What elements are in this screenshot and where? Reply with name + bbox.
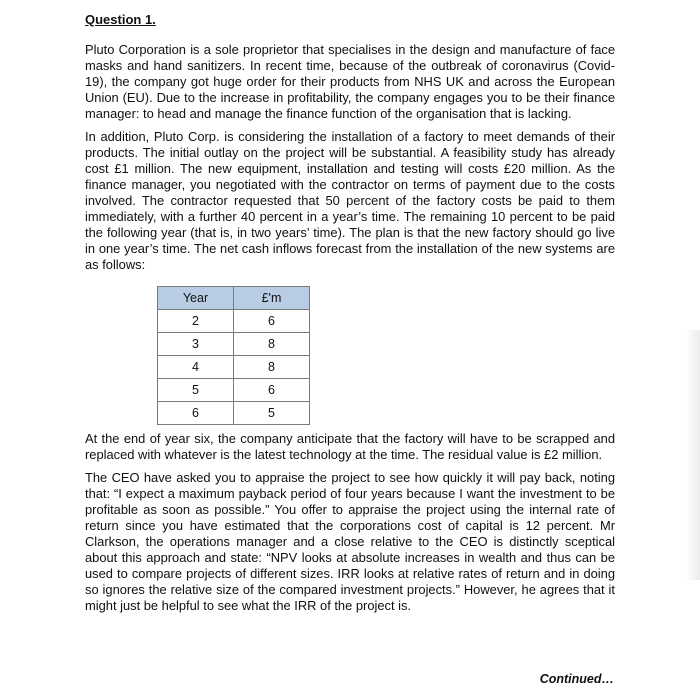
amount-cell: 5	[234, 402, 310, 425]
amount-cell: 6	[234, 379, 310, 402]
table-row	[158, 310, 310, 333]
year-cell: 2	[158, 310, 234, 333]
continued-label: Continued…	[539, 672, 614, 686]
table-row	[158, 356, 310, 379]
table-row	[158, 379, 310, 402]
amount-cell: 8	[234, 356, 310, 379]
header-amount: £'m	[234, 287, 310, 310]
amount-cell: 6	[234, 310, 310, 333]
page-edge-shadow	[686, 330, 700, 580]
amount-cell: 8	[234, 333, 310, 356]
document-page	[85, 12, 615, 621]
paragraph-intro: Pluto Corporation is a sole proprietor that specialises in the design and manufacture of face masks and hand sanitizers. In recent time, because of the outbreak of coronavirus (Covid-19), the company got huge order for their products from NHS UK and across the European Union (EU). Due to the increase in profitability, the company engages you to be their finance manager: to head and manage the finance function of the organisation that is lacking.	[85, 42, 615, 121]
year-cell: 5	[158, 379, 234, 402]
year-cell: 4	[158, 356, 234, 379]
table-header-row	[158, 287, 310, 310]
year-cell: 6	[158, 402, 234, 425]
table-row	[158, 402, 310, 425]
question-title: Question 1.	[85, 12, 156, 27]
paragraph-ceo: The CEO have asked you to appraise the project to see how quickly it will pay back, noting that: “I expect a maximum payback period of four years because I want the investment to be profitable as soon as possible.” You offer to appraise the project using the internal rate of return since you have estimated that the corporations cost of capital is 12 percent. Mr Clarkson, the operations manager and a close relative to the CEO is distinctly sceptical about this approach and state: “NPV looks at absolute increases in wealth and thus can be used to compare projects of different sizes. IRR looks at relative rates of return and in doing so ignores the relative size of the compared investment projects.” However, he agrees that it might just be helpful to see what the IRR of the project is.	[85, 470, 615, 613]
header-year: Year	[158, 287, 234, 310]
table-row	[158, 333, 310, 356]
year-cell: 3	[158, 333, 234, 356]
paragraph-residual: At the end of year six, the company anticipate that the factory will have to be scrapped and replaced with whatever is the latest technology at the time. The residual value is £2 million.	[85, 431, 615, 462]
paragraph-factory: In addition, Pluto Corp. is considering the installation of a factory to meet demands of their products. The initial outlay on the project will be substantial. A feasibility study has already cost £1 million. The new equipment, installation and testing will costs £20 million. As the finance manager, you negotiated with the contractor on terms of payment due to the costs involved. The contractor requested that 50 percent of the factory costs be paid to them immediately, with a further 40 percent in a year’s time. The remaining 10 percent to be paid the following year (that is, in two years’ time). The plan is that the new factory should go live in one year’s time. The net cash inflows forecast from the installation of the new systems are as follows:	[85, 129, 615, 272]
cash-inflow-table	[157, 286, 310, 425]
